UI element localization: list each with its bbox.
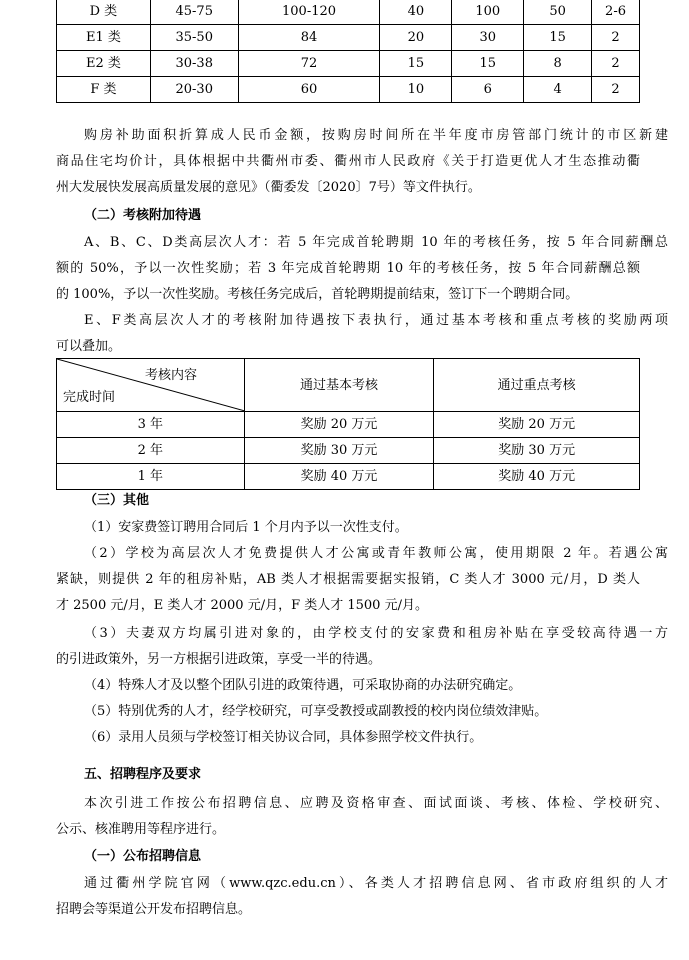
item-2-line-2: 紧缺，则提供 2 年的租房补贴，AB 类人才根据需要据实报销，C 类人才 3000 元/月，D 类人: [56, 572, 640, 587]
publish-line-1: 通过衢州学院官网（www.qzc.edu.cn）、各类人才招聘信息网、省市政府组织的人才: [84, 876, 668, 891]
reward-cell: 奖励 40 万元: [434, 464, 640, 490]
subsection-1-title: （一）公布招聘信息: [84, 849, 202, 864]
table-cell: 60: [238, 77, 380, 103]
table-cell: 2-6: [592, 0, 640, 25]
reward-table: [56, 358, 640, 490]
housing-line-3: 州大发展快发展高质量发展的意见》（衢委发〔2020〕7号）等文件执行。: [56, 180, 481, 195]
reward-cell: 奖励 30 万元: [244, 438, 434, 464]
table-row: [57, 0, 640, 25]
table-cell: 4: [524, 77, 592, 103]
ef-line-2: 可以叠加。: [56, 339, 122, 354]
table-cell: 2: [592, 51, 640, 77]
section-5-title: 五、招聘程序及要求: [84, 767, 202, 782]
table-cell: 72: [238, 51, 380, 77]
reward-row: [57, 438, 640, 464]
table-cell: E2 类: [57, 51, 151, 77]
publish-line-2: 招聘会等渠道公开发布招聘信息。: [56, 902, 252, 917]
table-cell: 35-50: [150, 25, 238, 51]
reward-row: [57, 412, 640, 438]
table-row: [57, 25, 640, 51]
reward-row: [57, 464, 640, 490]
table-cell: 2: [592, 77, 640, 103]
table-row: [57, 77, 640, 103]
table-cell: 15: [452, 51, 524, 77]
reward-cell: 奖励 20 万元: [434, 412, 640, 438]
reward-cell: 2 年: [57, 438, 245, 464]
abcd-line-2: 额的 50%，予以一次性奖励；若 3 年完成首轮聘期 10 年的考核任务，按 5 年合同薪酬总额: [56, 261, 640, 276]
table-cell: 100: [452, 0, 524, 25]
table-cell: 30-38: [150, 51, 238, 77]
table-cell: 20: [380, 25, 452, 51]
table-cell: 40: [380, 0, 452, 25]
reward-cell: 3 年: [57, 412, 245, 438]
table-cell: 30: [452, 25, 524, 51]
item-4: （4）特殊人才及以整个团队引进的政策待遇，可采取协商的办法研究确定。: [84, 678, 522, 693]
item-1: （1）安家费签订聘用合同后 1 个月内予以一次性支付。: [84, 520, 408, 535]
ef-line-1: E、F类高层次人才的考核附加待遇按下表执行，通过基本考核和重点考核的奖励两项: [84, 313, 668, 328]
table-cell: 15: [380, 51, 452, 77]
col-key-header: 通过重点考核: [434, 359, 640, 412]
reward-cell: 奖励 30 万元: [434, 438, 640, 464]
item-5: （5）特别优秀的人才，经学校研究，可享受教授或副教授的校内岗位绩效津贴。: [84, 704, 548, 719]
procedure-line-1: 本次引进工作按公布招聘信息、应聘及资格审查、面试面谈、考核、体检、学校研究、: [84, 796, 668, 811]
section-2-title: （二）考核附加待遇: [84, 208, 202, 223]
reward-cell: 奖励 40 万元: [244, 464, 434, 490]
table-cell: 8: [524, 51, 592, 77]
table-cell: 84: [238, 25, 380, 51]
diagonal-header-cell: [57, 359, 245, 412]
item-3-line-2: 的引进政策外，另一方根据引进政策，享受一半的待遇。: [56, 652, 382, 667]
section-3-title: （三）其他: [84, 493, 150, 508]
housing-line-2: 商品住宅均价计，具体根据中共衢州市委、衢州市人民政府《关于打造更优人才生态推动衢: [56, 154, 640, 169]
table-cell: 100-120: [238, 0, 380, 25]
item-2-line-1: （2）学校为高层次人才免费提供人才公寓或青年教师公寓，使用期限 2 年。若遇公寓: [84, 546, 668, 561]
table-cell: 6: [452, 77, 524, 103]
reward-cell: 奖励 20 万元: [244, 412, 434, 438]
housing-line-1: 购房补助面积折算成人民币金额，按购房时间所在半年度市房管部门统计的市区新建: [84, 128, 668, 143]
table-cell: 10: [380, 77, 452, 103]
subsidy-table: [56, 0, 640, 103]
abcd-line-1: A、B、C、D类高层次人才：若 5 年完成首轮聘期 10 年的考核任务，按 5 年合同薪酬总: [84, 235, 668, 250]
table-cell: 15: [524, 25, 592, 51]
table-row: [57, 51, 640, 77]
table-cell: E1 类: [57, 25, 151, 51]
table-cell: 2: [592, 25, 640, 51]
table-cell: 20-30: [150, 77, 238, 103]
item-6: （6）录用人员须与学校签订相关协议合同，具体参照学校文件执行。: [84, 730, 483, 745]
table-cell: D 类: [57, 0, 151, 25]
table-cell: 45-75: [150, 0, 238, 25]
table-cell: 50: [524, 0, 592, 25]
procedure-line-2: 公示、核准聘用等程序进行。: [56, 822, 226, 837]
col-basic-header: 通过基本考核: [244, 359, 434, 412]
table-cell: F 类: [57, 77, 151, 103]
item-3-line-1: （3）夫妻双方均属引进对象的，由学校支付的安家费和租房补贴在享受较高待遇一方: [84, 626, 668, 641]
item-2-line-3: 才 2500 元/月，E 类人才 2000 元/月，F 类人才 1500 元/月。: [56, 598, 428, 613]
abcd-line-3: 的 100%，予以一次性奖励。考核任务完成后，首轮聘期提前结束，签订下一个聘期合同。: [56, 287, 579, 302]
diag-top-label: 考核内容: [145, 368, 198, 383]
diag-bottom-label: 完成时间: [63, 390, 116, 405]
reward-cell: 1 年: [57, 464, 245, 490]
